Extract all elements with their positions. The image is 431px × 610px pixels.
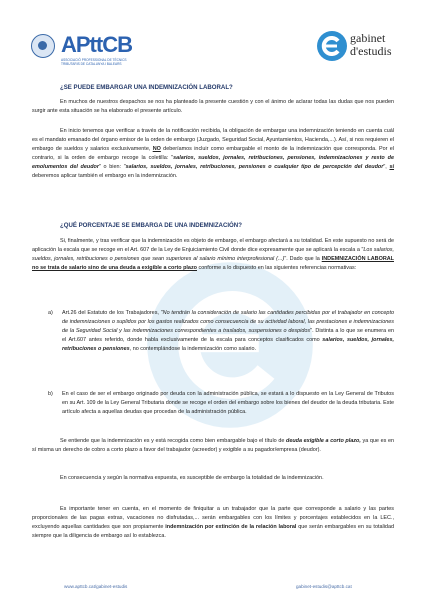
gabinet-mark-icon: [316, 30, 348, 62]
paragraph-verificar: En inicio tenemos que verificar a través de la notificación recibida, la obligación de embargar una indemnización teniendo en cuenta cuál es el mandato emanado del órgano emisor de la orden de embargo (Juzgado, Seguridad Social, Ayuntamientos, Hacienda,...). Así, si nos requieren el embargo de sueldos y salarios exclusivamente, NO deberíamos incluir como embargable el monto de la indemnización que corresponda. Por el contrario, si la orden de embargo recoge la coletilla: "salarios, sueldos, jornales, retribuciones, pensiones, indemnizaciones y resto de emolumentos del deudor" o bien: "salarios, sueldos, jornales, retribuciones, pensiones o cualquier tipo de percepción del deudor", sí deberemos aplicar también el embargo en la indemnización.: [32, 128, 395, 179]
si-emphasis: sí: [389, 163, 395, 170]
list-item-a: a) Art.26 del Estatuto de los Trabajadores, "No tendrán la consideración de salario las cantidades percibidas por el trabajador en concepto de indemnizaciones o suplidos por los gastos realizados como consecuencia de su actividad laboral, las prestaciones e indemnizaciones de la Seguridad Social y las indemnizaciones correspondientes a traslados, suspensiones o despidos". Distinta a lo que se enumera en el Art.607 antes referido, donde habla exclusivamente de la escala para conceptos clasificados como salarios, sueldos, jornales, retribuciones o pensiones, no contemplándose la indemnización como salario.: [48, 310, 394, 352]
paragraph-intro: En muchos de nuestros despachos se nos ha planteado la presente cuestión y con el ánimo de aclarar todas las dudas que nos pueden surgir ante esta situación se ha elaborado el presente artículo.: [32, 99, 394, 114]
gabinet-brand-line2: d'estudis: [350, 44, 392, 58]
paragraph-totalidad: Si, finalmente, y tras verificar que la indemnización es objeto de embargo, el embargo afectará a su totalidad. En este supuesto no será de aplicación la escala que se recoge en el Art. 607 de la Ley de Enjuiciamiento Civil donde dice expresamente que se aplicará la escala a "Los salarios, sueldos, jornales, retribuciones o pensiones que sean superiores al salario mínimo interprofesional (...)". Dado que la INDEMNIZACIÓN LABORAL no se trata de salario sino de una deuda a exigible a corto plazo conforme a lo dispuesto en las siguientes referencias normativas:: [32, 238, 394, 271]
apttcb-logo: [31, 26, 143, 70]
list-item-b: b) En el caso de ser el embargo originado por deuda con la administración pública, se estará a lo dispuesto en la Ley General de Tributos en su Art. 109 de la Ley General Tributaria donde se recoge el orden del embargo sobre los bienes del deudor de la deuda tributaria. Este artículo afecta a aquellas deudas que procedan de la administración pública.: [48, 391, 394, 415]
apttcb-subtitle: ASSOCIACIÓ PROFESSIONAL DE TÈCNICS TRIBUTARIS DE CATALUNYA I BALEARS: [61, 58, 127, 66]
paragraph-finiquito: Es importante tener en cuenta, en el momento de finiquitar a un trabajador que la parte que corresponde a salario y las partes proporcionales de las pagas extras, vacaciones no disfrutadas,... serán embargables con los límites y porcentajes establecidos en la LEC., excluyendo aquellas cantidades que son propiamente indemnización por extinción de la relación laboral que serán embargables en su totalidad siempre que la diligencia de embargo así lo establezca.: [32, 506, 394, 539]
footer-email-link[interactable]: gabinet-estudis@apttcb.cat: [296, 584, 352, 589]
apttcb-brand: APttCB: [61, 32, 132, 57]
paragraph-deuda-exigible: Se entiende que la indemnización es y está recogida como bien embargable bajo el título de deuda exigible a corto plazo, ya que es en sí misma un derecho de cobro a corto plazo a favor del trabajador (acreedor) y exigible a su pagador/empresa (deudor).: [32, 438, 394, 453]
seal-icon: [31, 34, 55, 58]
section-title-embargar: ¿SE PUEDE EMBARGAR UNA INDEMNIZACIÓN LABORAL?: [60, 84, 233, 91]
footer-website-link[interactable]: www.apttcb.cat/gabinet-estudis: [64, 584, 128, 589]
paragraph-consecuencia: En consecuencia y según la normativa expuesta, es susceptible de embargo la totalidad de la indemnización.: [60, 475, 324, 481]
no-emphasis: NO: [152, 145, 161, 152]
section-title-porcentaje: ¿QUÉ PORCENTAJE SE EMBARGA DE UNA INDEMNIZACIÓN?: [60, 222, 242, 229]
indemnizacion-emphasis: INDEMNIZACIÓN LABORAL no se trata de salario sino de una deuda a exigible a corto plazo: [32, 255, 394, 271]
gabinet-brand: [350, 32, 392, 58]
gabinet-logo: [316, 28, 416, 68]
gabinet-brand-line1: gabinet: [350, 31, 386, 45]
